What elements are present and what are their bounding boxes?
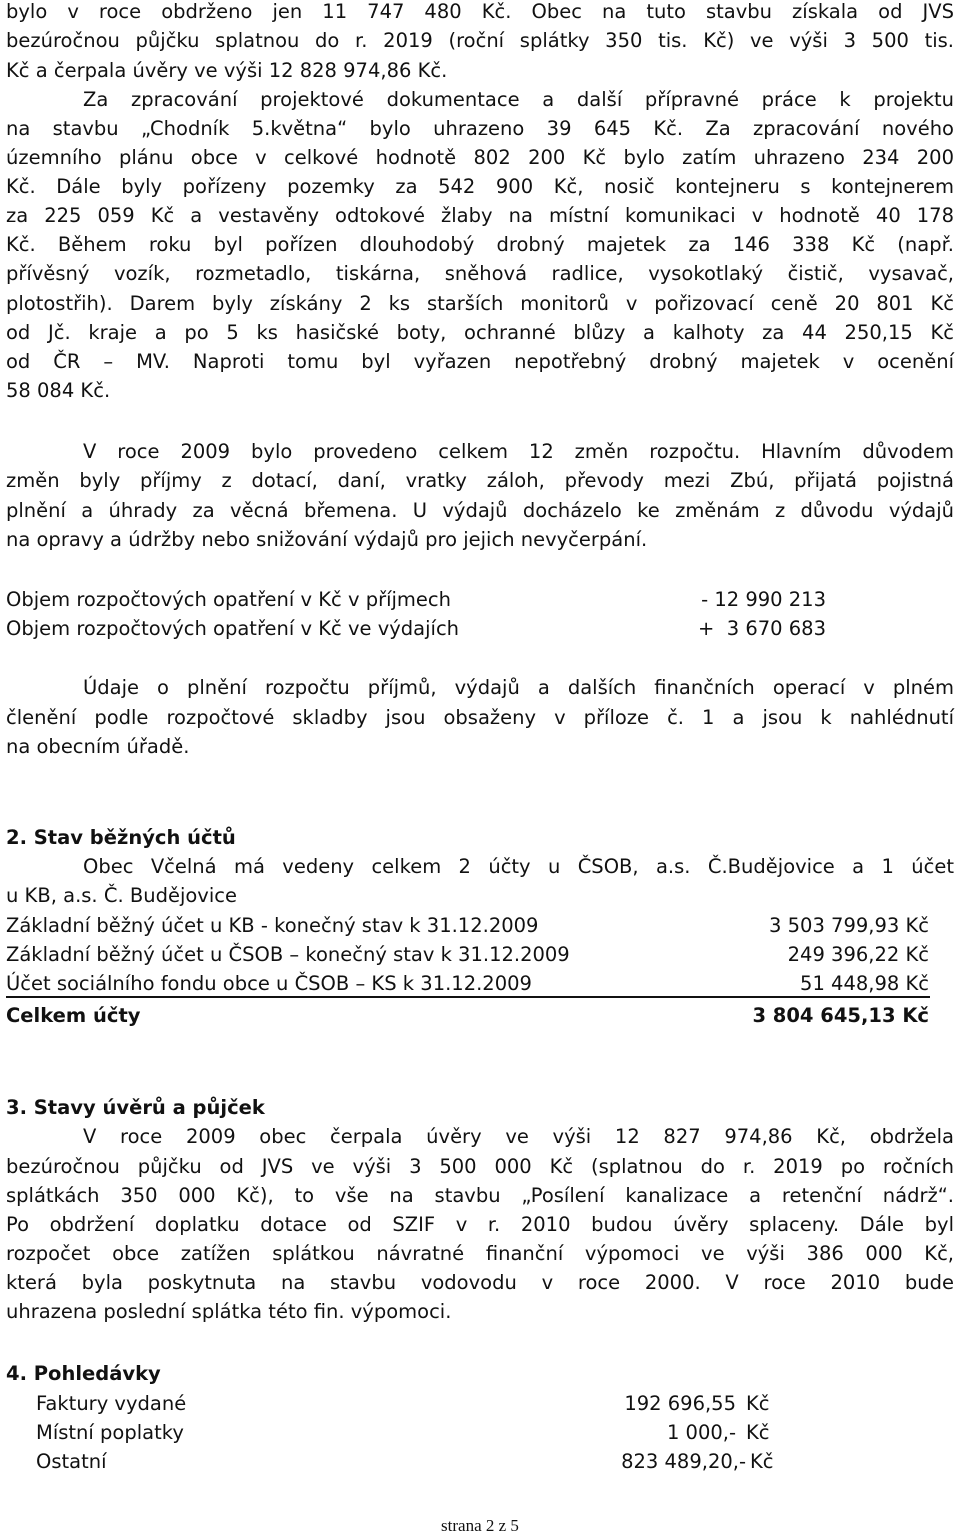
text-line: plnění a úhrady za věcná břemena. U výdajů docházelo ke změnám z důvodu výdajů (6, 499, 954, 522)
account-value: 249 396,22 Kč (787, 943, 929, 966)
account-value: 3 503 799,93 Kč (769, 914, 929, 937)
account-label: Základní běžný účet u KB - konečný stav k 31.12.2009 (6, 914, 539, 937)
receivable-label: Ostatní (36, 1450, 107, 1473)
receivable-value: 823 489,20,- (621, 1450, 746, 1473)
text-line: Obec Včelná má vedeny celkem 2 účty u ČSOB, a.s. Č.Budějovice a 1 účet (83, 855, 954, 878)
text-line: Po obdržení doplatku dotace od SZIF v r. 2010 budou úvěry splaceny. Dále byl (6, 1213, 954, 1236)
text-line: Kč a čerpala úvěry ve výši 12 828 974,86 Kč. (6, 59, 448, 82)
text-line: přívěsný vozík, rozmetadlo, tiskárna, sněhová radlice, vysokotlaký čistič, vysavač, (6, 262, 954, 285)
text-line: V roce 2009 bylo provedeno celkem 12 změn rozpočtu. Hlavním důvodem (83, 440, 954, 463)
receivable-label: Faktury vydané (36, 1392, 187, 1415)
text-line: bezúročnou půjčku splatnou do r. 2019 (roční splátky 350 tis. Kč) ve výši 3 500 tis. (6, 29, 954, 52)
text-line: u KB, a.s. Č. Budějovice (6, 884, 237, 907)
text-line: Kč. Dále byly pořízeny pozemky za 542 900 Kč, nosič kontejneru s kontejnerem (6, 175, 954, 198)
text-line: uhrazena poslední splátka této fin. výpomoci. (6, 1300, 452, 1323)
text-line: rozpočet obce zatížen splátkou návratné finanční výpomoci ve výši 386 000 Kč, (6, 1242, 954, 1265)
text-line: která byla poskytnuta na stavbu vodovodu v roce 2000. V roce 2010 bude (6, 1271, 954, 1294)
text-line: na opravy a údržby nebo snižování výdajů pro jejich nevyčerpání. (6, 528, 648, 551)
section-heading: 2. Stav běžných účtů (6, 826, 236, 849)
text-line: členění podle rozpočtové skladby jsou obsaženy v příloze č. 1 a jsou k nahlédnutí (6, 706, 954, 729)
text-line: bylo v roce obdrženo jen 11 747 480 Kč. Obec na tuto stavbu získala od JVS (6, 0, 954, 23)
text-line: územního plánu obce v celkové hodnotě 802 200 Kč bylo zatím uhrazeno 234 200 (6, 146, 954, 169)
text-line: na obecním úřadě. (6, 735, 190, 758)
text-line: Kč. Během roku byl pořízen dlouhodobý drobný majetek za 146 338 Kč (např. (6, 233, 954, 256)
budget-income-label: Objem rozpočtových opatření v Kč v příjmech (6, 588, 452, 611)
account-label: Základní běžný účet u ČSOB – konečný stav k 31.12.2009 (6, 943, 570, 966)
receivable-unit: Kč (746, 1421, 770, 1444)
page-number: strana 2 z 5 (441, 1516, 519, 1535)
text-line: bezúročnou půjčku od JVS ve výši 3 500 000 Kč (splatnou do r. 2019 po ročních (6, 1155, 954, 1178)
text-line: na stavbu „Chodník 5.května“ bylo uhrazeno 39 645 Kč. Za zpracování nového (6, 117, 954, 140)
text-line: plotostřih). Darem byly získány 2 ks starších monitorů v pořizovací ceně 20 801 Kč (6, 292, 954, 315)
text-line: Údaje o plnění rozpočtu příjmů, výdajů a dalších finančních operací v plném (83, 676, 954, 699)
text-line: změn byly příjmy z dotací, daní, vratky záloh, převody mezi Zbú, přijatá pojistná (6, 469, 954, 492)
receivable-value: 192 696,55 (624, 1392, 736, 1415)
total-label: Celkem účty (6, 1004, 141, 1027)
text-line: za 225 059 Kč a vestavěny odtokové žlaby na místní komunikaci v hodnotě 40 178 (6, 204, 954, 227)
receivable-value: 1 000,- (666, 1421, 736, 1444)
budget-income-value: - 12 990 213 (701, 588, 826, 611)
account-value: 51 448,98 Kč (800, 972, 929, 995)
text-line: od ČR – MV. Naproti tomu byl vyřazen nepotřebný drobný majetek v ocenění (6, 350, 954, 373)
text-line: splátkách 350 000 Kč), to vše na stavbu „Posílení kanalizace a retenční nádrž“. (6, 1184, 954, 1207)
text-line: Za zpracování projektové dokumentace a další přípravné práce k projektu (83, 88, 954, 111)
receivable-label: Místní poplatky (36, 1421, 184, 1444)
receivable-unit: Kč (746, 1392, 770, 1415)
text-line: od Jč. kraje a po 5 ks hasičské boty, ochranné blůzy a kalhoty za 44 250,15 Kč (6, 321, 954, 344)
budget-expense-label: Objem rozpočtových opatření v Kč ve výdajích (6, 617, 460, 640)
total-separator-line (6, 996, 930, 998)
section-heading: 3. Stavy úvěrů a půjček (6, 1096, 265, 1119)
receivable-unit: Kč (750, 1450, 774, 1473)
budget-expense-value: + 3 670 683 (698, 617, 826, 640)
total-value: 3 804 645,13 Kč (752, 1004, 929, 1027)
text-line: V roce 2009 obec čerpala úvěry ve výši 12 827 974,86 Kč, obdržela (83, 1125, 954, 1148)
account-label: Účet sociálního fondu obce u ČSOB – KS k 31.12.2009 (6, 972, 532, 995)
text-line: 58 084 Kč. (6, 379, 111, 402)
section-heading: 4. Pohledávky (6, 1362, 161, 1385)
